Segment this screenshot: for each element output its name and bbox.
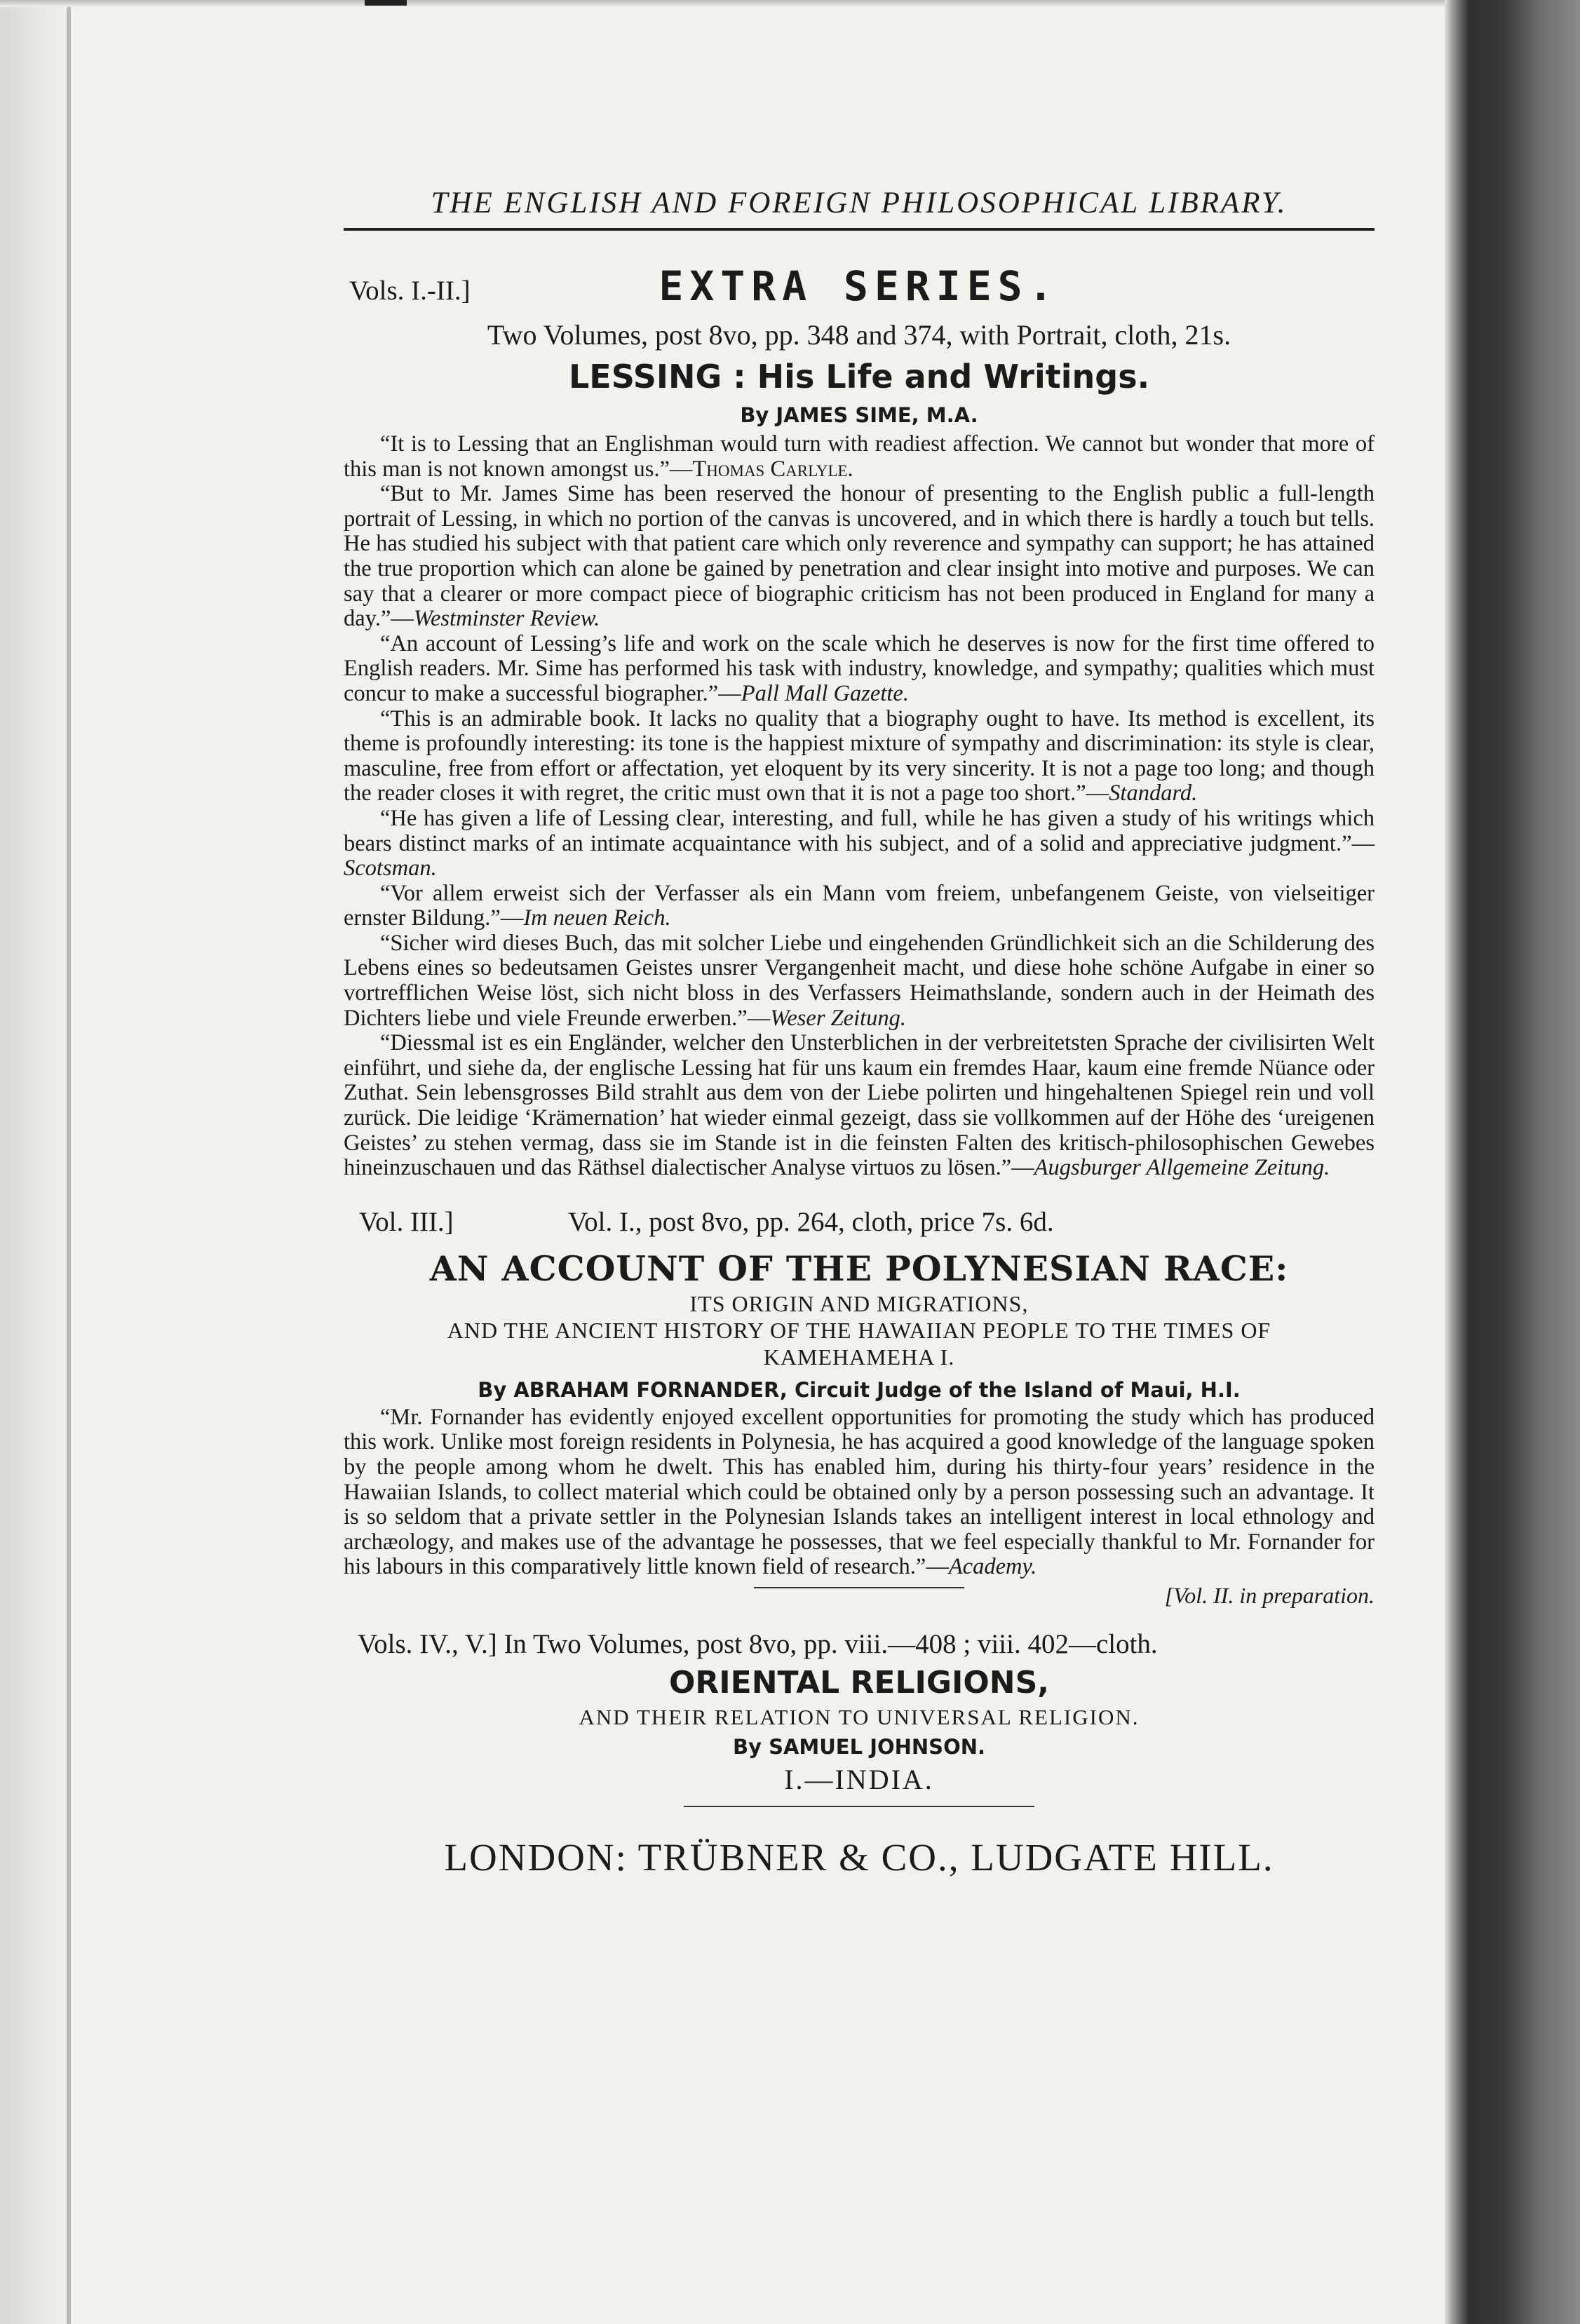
book-title: ORIENTAL RELIGIONS,: [668, 1664, 1049, 1701]
review-text: “Diessmal ist es ein Engländer, welcher den Unsterblichen in der verbreitetsten Sprache der civilisirten Welt einführt, und siehe da, der englische Lessing hat für uns kaum ein fremdes Haar, kaum eine fremde Nüance oder Zuthat. Sein lebensgrosses Bild strahlt aus dem von der Liebe polirten und hingehaltenen Spiegel rein und voll zurück. Die leidige ‘Krämernation’ hat wieder einmal gezeigt, dass sie vollkommen auf der Höhe des ‘ureigenen Geistes’ zu stehen vermag, dass sie im Stande ist in die feinsten Falten des kritisch-philosophischen Gewebes hineinzuschauen und das Räthsel dialectischer Analyse virtuos zu lösen.”—: [344, 1030, 1375, 1181]
polynesian-heading: [344, 1201, 1375, 1247]
preparation-note-row: [344, 1583, 1375, 1611]
advertisement-page: [344, 179, 1375, 1886]
review-list: [344, 432, 1375, 1181]
book-subtitle: AND THEIR RELATION TO UNIVERSAL RELIGION.: [579, 1704, 1140, 1729]
review-text: “This is an admirable book. It lacks no quality that a biography ought to have. Its method is excellent, its theme is profoundly interesting: its tone is the happiest mixture of sympathy and discrimination: its style is clear, masculine, free from effort or affectation, yet eloquent by its very sincerity. It is not a page too long; and though the reader closes it with regret, the critic must own that it is not a page too short.”—: [344, 705, 1375, 806]
book-title: LESSING : His Life and Writings.: [568, 358, 1150, 396]
extra-series-section: [344, 262, 1375, 1181]
review-text: “But to Mr. James Sime has been reserved the honour of presenting to the English public a full-length portrait of Lessing, in which no portion of the canvas is uncovered, and in which there is hardly a touch but tells. He has studied his subject with that patient care which only reverence and sympathy can support; he has attained the true proportion which can alone be gained by penetration and clear insight into motive and purposes. We can say that a clearer or more compact piece of biographic criticism has not been produced in England for many a day.”—: [344, 481, 1375, 632]
review-source: Im neuen Reich.: [523, 905, 671, 931]
book-title: AN ACCOUNT OF THE POLYNESIAN RACE:: [429, 1248, 1289, 1289]
review-text: “He has given a life of Lessing clear, interesting, and full, while he has given a study of his writings which bears distinct marks of an intimate acquaintance with his subject, and of a solid and appreciative judgment.”—: [344, 805, 1375, 856]
review-quote: [344, 707, 1375, 806]
review-source: Standard.: [1109, 781, 1198, 806]
author-byline: By ABRAHAM FORNANDER, Circuit Judge of the Island of Maui, H.I.: [478, 1377, 1241, 1402]
review-quote: [344, 432, 1375, 482]
left-page-edge: [67, 0, 71, 2324]
polynesian-section: [344, 1201, 1375, 1611]
book-description: Vol. I., post 8vo, pp. 264, cloth, price 7s. 6d.: [568, 1206, 1054, 1237]
author-byline: By JAMES SIME, M.A.: [740, 403, 978, 427]
review-text: “Mr. Fornander has evidently enjoyed excellent opportunities for promoting the study which has produced this work. Unlike most foreign residents in Polynesia, he has acquired a good knowledge of the language spoken by the people among whom he dwelt. This has enabled him, during his thirty-four years’ residence in the Hawaiian Islands, to collect material which could be obtained only by a person possessing such an advantage. It is so seldom that a private settler in the Polynesian Islands takes an intelligent interest in local ethnology and archæology, and makes use of the advantage he possesses, that we feel especially thankful to Mr. Fornander for his labours in this comparatively little known field of research.”—: [344, 1404, 1375, 1580]
review-source: Scotsman.: [344, 856, 437, 881]
running-head: THE ENGLISH AND FOREIGN PHILOSOPHICAL LIBRARY.: [431, 187, 1288, 219]
review-text: “It is to Lessing that an Englishman would turn with readiest affection. We cannot but wonder that more of this man is not known amongst us.”—: [344, 431, 1375, 482]
series-title: EXTRA SERIES.: [659, 262, 1060, 310]
review-source: Augsburger Allgemeine Zeitung.: [1034, 1155, 1330, 1181]
book-subtitle: AND THE ANCIENT HISTORY OF THE HAWAIIAN PEOPLE TO THE TIMES OF: [447, 1317, 1271, 1343]
review-quote: [344, 931, 1375, 1031]
right-binding-shadow: [1445, 0, 1580, 2324]
preparation-note: [Vol. II. in preparation.: [1164, 1582, 1375, 1608]
volume-tag: Vols. I.-II.]: [349, 276, 471, 306]
top-scan-mark: [365, 0, 407, 6]
review-quote: [344, 806, 1375, 881]
section-divider: [754, 1587, 964, 1588]
review-text: “Sicher wird dieses Buch, das mit solcher Liebe und eingehenden Gründlichkeit sich an die Schilderung des Lebens eines so bedeutsamen Geistes unsrer Vergangenheit macht, und diese hohe schöne Aufgabe in einer so vortrefflichen Weise löst, sich nicht bloss in des Verfassers Heimathslande, sondern auch in der Heimath des Dichters liebe und viele Freunde erwerben.”—: [344, 930, 1375, 1031]
book-subtitle: KAMEHAMEHA I.: [763, 1344, 955, 1370]
review-source: Academy.: [948, 1554, 1037, 1580]
review-text: “Vor allem erweist sich der Verfasser als ein Mann vom freiem, unbefangenem Geiste, von vielseitiger ernster Bildung.”—: [344, 880, 1375, 931]
top-page-edge: [0, 0, 1580, 7]
review-source: Pall Mall Gazette.: [741, 680, 909, 706]
part-title: I.—INDIA.: [784, 1763, 934, 1795]
volume-tag: Vol. III.]: [359, 1206, 454, 1237]
book-subtitle: ITS ORIGIN AND MIGRATIONS,: [689, 1290, 1029, 1316]
oriental-religions-section: [344, 1626, 1375, 1807]
extra-series-heading: [344, 262, 1375, 317]
review-quote: [344, 881, 1375, 931]
publisher-imprint: LONDON: TRÜBNER & CO., LUDGATE HILL.: [444, 1835, 1274, 1879]
author-byline: By SAMUEL JOHNSON.: [732, 1734, 986, 1759]
review-quote: [344, 482, 1375, 632]
review-source: Weser Zeitung.: [770, 1005, 907, 1031]
header-rule: [344, 228, 1375, 231]
review-source: Westminster Review.: [413, 606, 600, 632]
left-margin-shadow: [0, 0, 70, 2324]
section-divider: [684, 1806, 1034, 1807]
book-description: Vols. IV., V.] In Two Volumes, post 8vo, pp. viii.—408 ; viii. 402—cloth.: [358, 1628, 1158, 1659]
review-text: “An account of Lessing’s life and work on the scale which he deserves is now for the first time offered to English readers. Mr. Sime has performed his task with industry, knowledge, and sympathy; qualities which must concur to make a successful biographer.”—: [344, 630, 1375, 706]
review-quote: [344, 632, 1375, 707]
book-description: Two Volumes, post 8vo, pp. 348 and 374, with Portrait, cloth, 21s.: [487, 319, 1231, 351]
review-quote: [344, 1405, 1375, 1580]
review-quote: [344, 1031, 1375, 1181]
review-source: Thomas Carlyle.: [692, 456, 853, 482]
